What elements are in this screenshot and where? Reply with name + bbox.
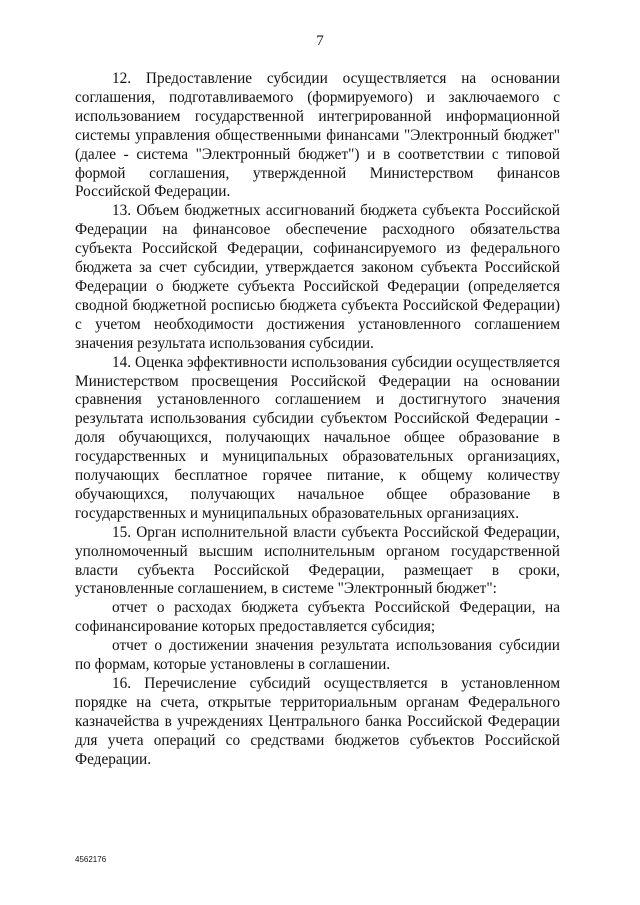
paragraph-13: 13. Объем бюджетных ассигнований бюджета субъекта Российской Федерации на финансовое обеспечение расходного обязательства субъекта Российской Федерации, софинансируемого из федерального бюджета за счет субсидии, утверждается законом субъекта Российской Федерации о бюджете субъекта Российской Федерации (определяется сводной бюджетной росписью бюджета субъекта Российской Федерации) с учетом необходимости достижения установленного соглашением значения результата использования субсидии. bbox=[75, 202, 560, 352]
document-body bbox=[75, 70, 560, 770]
document-code: 4562176 bbox=[75, 855, 107, 864]
paragraph-14: 14. Оценка эффективности использования субсидии осуществляется Министерством просвещения Российской Федерации на основании сравнения установленного соглашением и достигнутого значения результата использования субсидии субъектом Российской Федерации - доля обучающихся, получающих начальное общее образование в государственных и муниципальных образовательных организациях, получающих бесплатное горячее питание, к общему количеству обучающихся, получающих начальное общее образование в государственных и муниципальных образовательных организациях. bbox=[75, 353, 560, 522]
paragraph-15: 15. Орган исполнительной власти субъекта Российской Федерации, уполномоченный высшим исполнительным органом государственной власти субъекта Российской Федерации, размещает в сроки, установленные соглашением, в системе "Электронный бюджет": bbox=[75, 523, 560, 598]
paragraph-16: 16. Перечисление субсидий осуществляется в установленном порядке на счета, открытые территориальным органам Федерального казначейства в учреждениях Центрального банка Российской Федерации для учета операций со средствами бюджетов субъектов Российской Федерации. bbox=[75, 675, 560, 768]
paragraph-15-item-1: отчет о расходах бюджета субъекта Российской Федерации, на софинансирование которых предоставляется субсидия; bbox=[75, 599, 560, 636]
paragraph-15-item-2: отчет о достижении значения результата использования субсидии по формам, которые установлены в соглашении. bbox=[75, 637, 560, 674]
page-number: 7 bbox=[316, 33, 324, 49]
paragraph-12: 12. Предоставление субсидии осуществляется на основании соглашения, подготавливаемого (формируемого) и заключаемого с использованием государственной интегрированной информационной системы управления общественными финансами "Электронный бюджет" (далее - система "Электронный бюджет") и в соответствии с типовой формой соглашения, утвержденной Министерством финансов Российской Федерации. bbox=[75, 70, 560, 201]
